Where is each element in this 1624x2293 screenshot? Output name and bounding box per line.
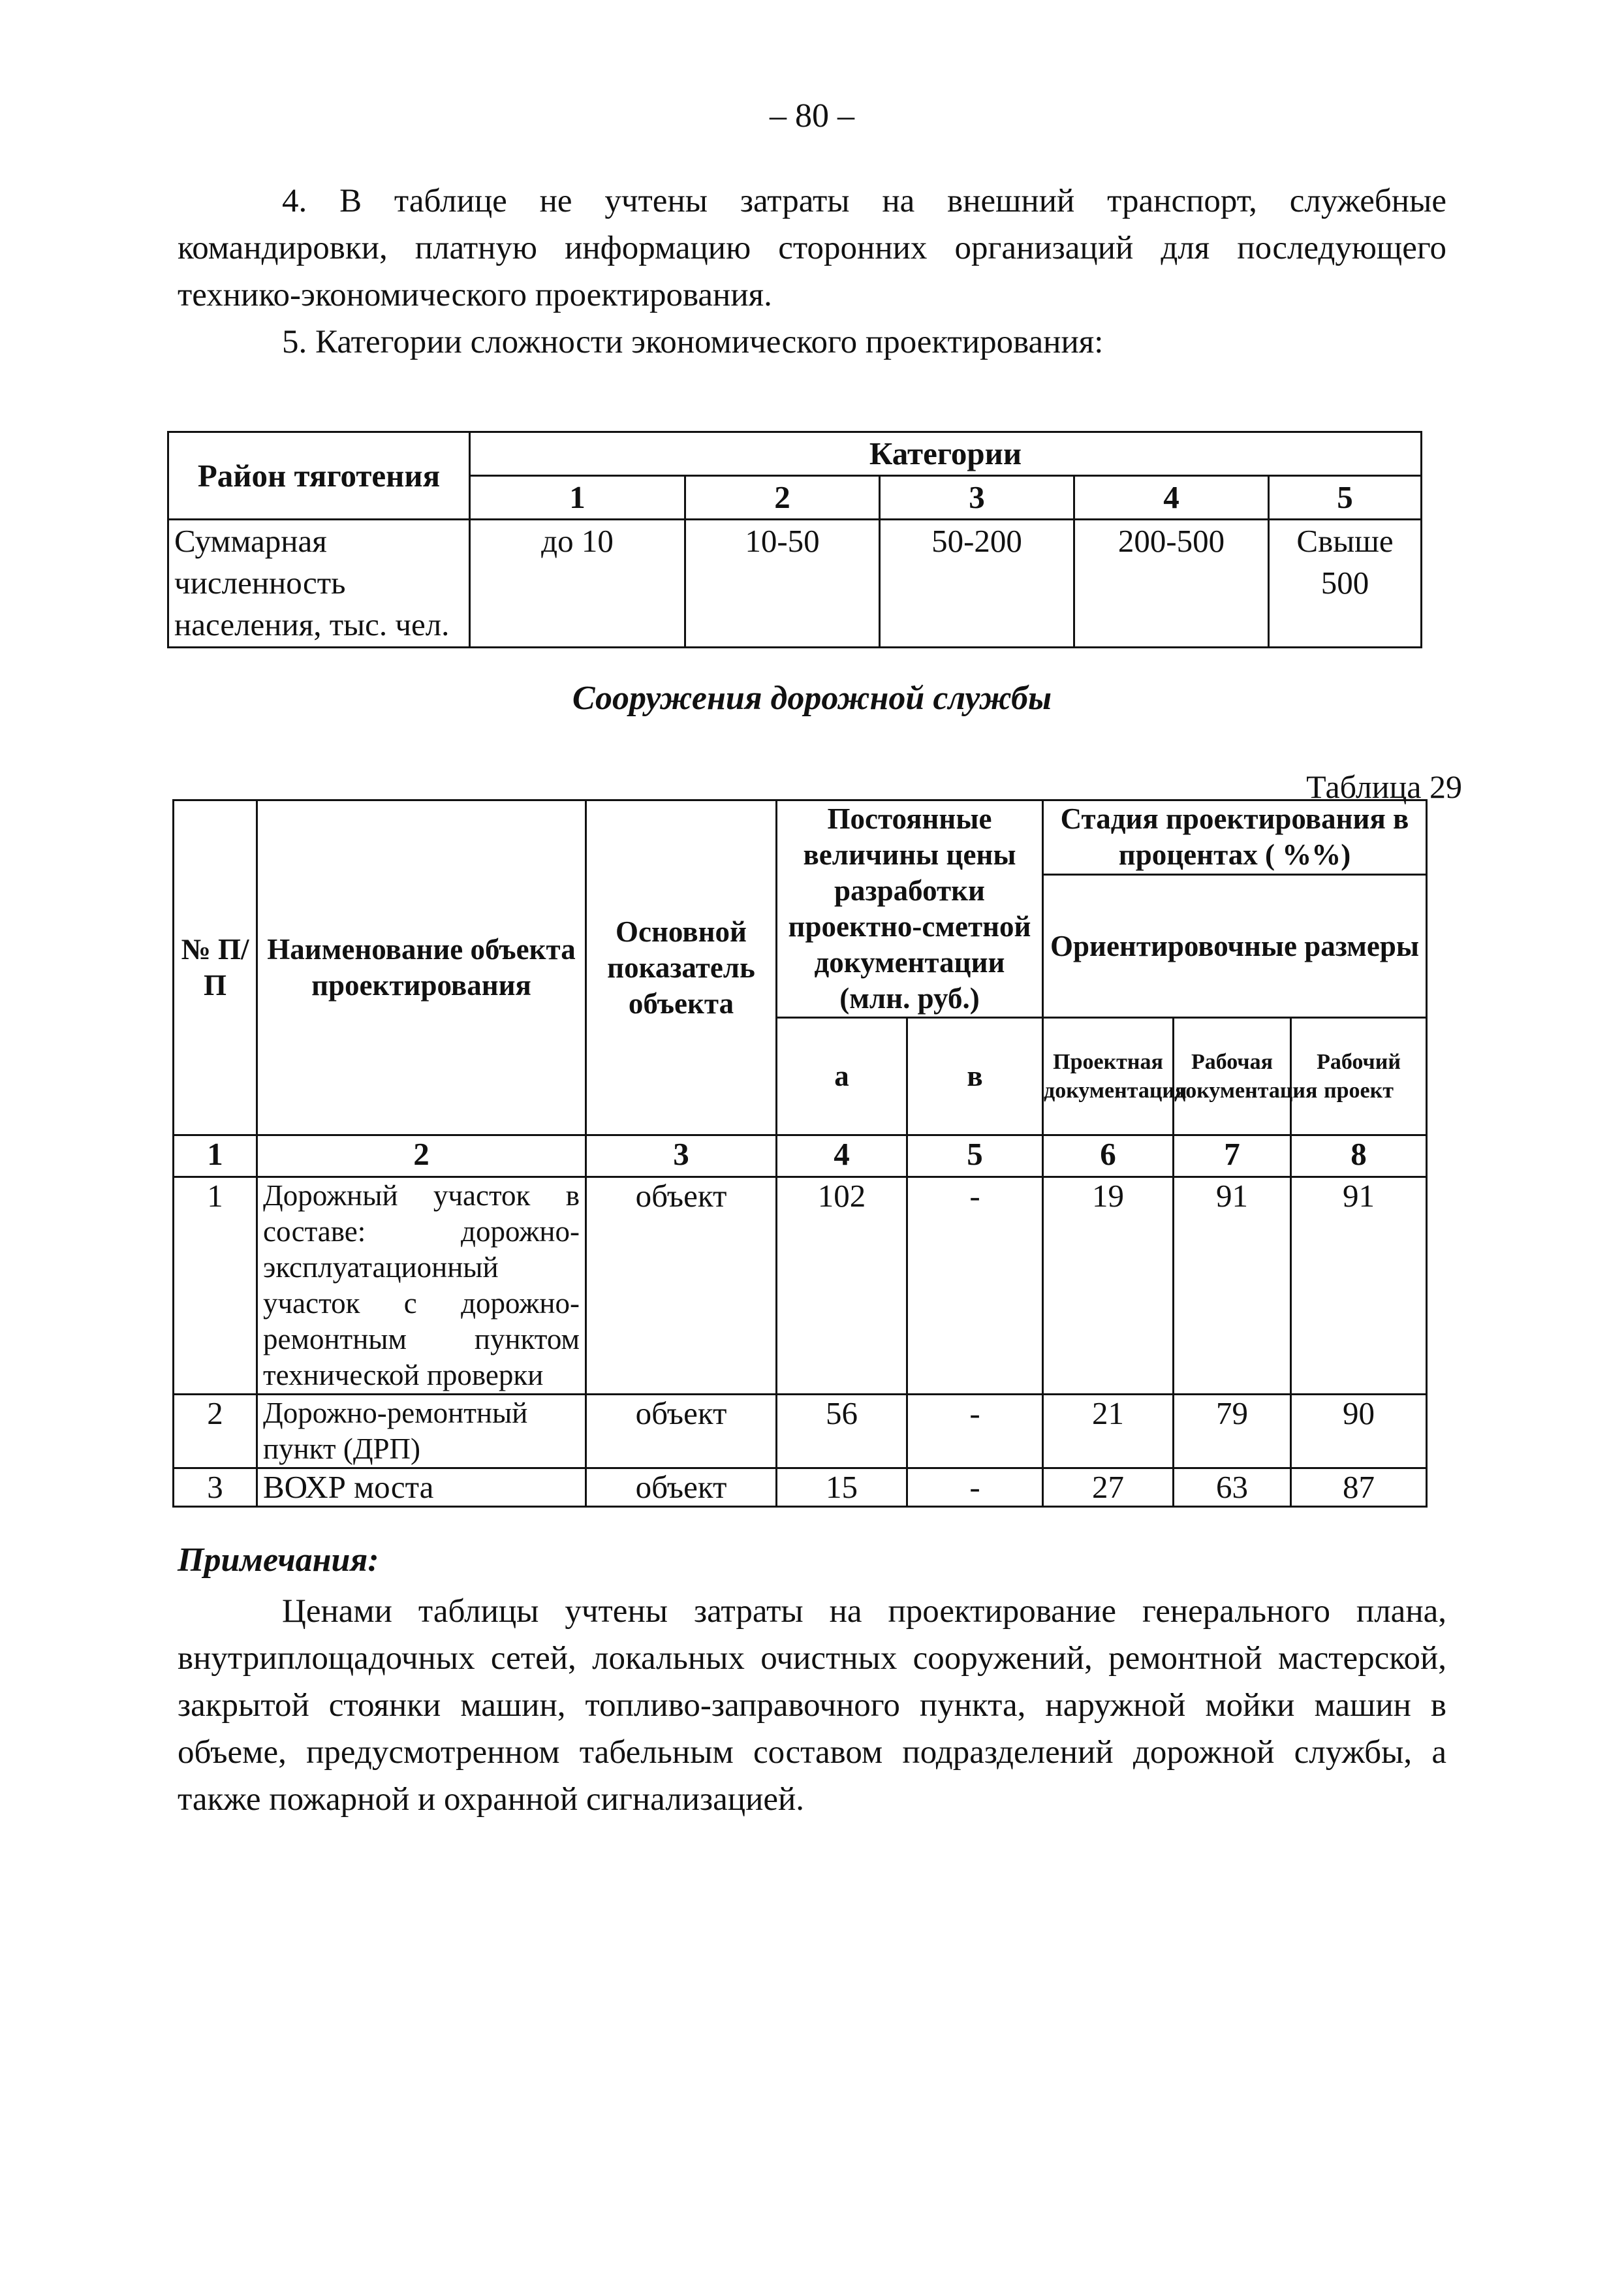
col-number-2: 2 (257, 1135, 586, 1177)
intro-item-4 (178, 178, 1446, 319)
row-2-work-doc: 79 (1174, 1395, 1291, 1468)
category-col-2: 2 (685, 476, 880, 520)
intro-item-5: 5. Категории сложности экономического проектирования: (282, 324, 1104, 360)
category-value-1: до 10 (470, 520, 685, 648)
category-col-1: 1 (470, 476, 685, 520)
row-2-name: Дорожно-ремонтный пункт (ДРП) (257, 1395, 586, 1468)
row-1-a: 102 (777, 1177, 907, 1395)
road-service-table (172, 799, 1428, 1508)
row-2-b: - (907, 1395, 1043, 1468)
header-constants: Постоянные величины цены разработки проектно-сметной документации (млн. руб.) (777, 800, 1043, 1018)
category-value-2: 10-50 (685, 520, 880, 648)
row-1-indicator: объект (586, 1177, 777, 1395)
row-2-work-proj: 90 (1291, 1395, 1427, 1468)
header-indicator: Основной показатель объекта (586, 800, 777, 1135)
category-col-5: 5 (1269, 476, 1422, 520)
row-3-indicator: объект (586, 1468, 777, 1507)
header-work-proj: Рабочий проект (1291, 1018, 1427, 1135)
header-col-a: а (777, 1018, 907, 1135)
page-number: – 80 – (770, 97, 854, 134)
header-proj-doc: Проектная документация (1043, 1018, 1174, 1135)
row-3-b: - (907, 1468, 1043, 1507)
table-caption: Таблица 29 (1306, 768, 1462, 805)
row-3-num: 3 (174, 1468, 257, 1507)
category-value-5: Свыше 500 (1269, 520, 1422, 648)
row-3-name: ВОХР моста (257, 1468, 586, 1507)
categories-table (167, 431, 1422, 648)
population-label: Суммарная численность населения, тыс. чел. (168, 520, 470, 648)
header-stage: Стадия проектирования в процентах ( %%) (1043, 800, 1427, 875)
row-2-num: 2 (174, 1395, 257, 1468)
category-col-4: 4 (1074, 476, 1269, 520)
col-number-6: 6 (1043, 1135, 1174, 1177)
category-col-3: 3 (880, 476, 1074, 520)
category-value-4: 200-500 (1074, 520, 1269, 648)
col-number-8: 8 (1291, 1135, 1427, 1177)
row-2-proj-doc: 21 (1043, 1395, 1174, 1468)
intro-item-4-text: 4. В таблице не учтены затраты на внешний транспорт, служебные командировки, платную информацию сторонних организаций для последующего технико-экономического проектирования. (178, 183, 1446, 313)
category-value-3: 50-200 (880, 520, 1074, 648)
notes-text-body: Ценами таблицы учтены затраты на проектирование генерального плана, внутриплощадочных сетей, локальных очистных сооружений, ремонтной мастерской, закрытой стоянки машин, топливо-заправочного пункта, наружной мойки машин в объеме, предусмотренном табельным составом подразделений дорожной службы, а также пожарной и охранной сигнализацией. (178, 1593, 1446, 1818)
row-3-work-doc: 63 (1174, 1468, 1291, 1507)
row-1-work-doc: 91 (1174, 1177, 1291, 1395)
row-1-proj-doc: 19 (1043, 1177, 1174, 1395)
notes-title: Примечания: (178, 1542, 379, 1579)
row-2-indicator: объект (586, 1395, 777, 1468)
section-heading: Сооружения дорожной службы (572, 680, 1052, 717)
header-work-doc: Рабочая документация (1174, 1018, 1291, 1135)
col-number-4: 4 (777, 1135, 907, 1177)
header-name: Наименование объекта проектирования (257, 800, 586, 1135)
row-3-work-proj: 87 (1291, 1468, 1427, 1507)
col-number-5: 5 (907, 1135, 1043, 1177)
table-row (174, 1468, 1427, 1507)
row-1-work-proj: 91 (1291, 1177, 1427, 1395)
table-row (174, 1395, 1427, 1468)
row-3-proj-doc: 27 (1043, 1468, 1174, 1507)
col-number-3: 3 (586, 1135, 777, 1177)
row-2-a: 56 (777, 1395, 907, 1468)
group-header: Категории (470, 432, 1422, 476)
header-col-b: в (907, 1018, 1043, 1135)
col-number-1: 1 (174, 1135, 257, 1177)
row-header: Район тяготения (168, 432, 470, 520)
notes-text (178, 1588, 1446, 1823)
table-row (174, 1177, 1427, 1395)
row-3-a: 15 (777, 1468, 907, 1507)
row-1-b: - (907, 1177, 1043, 1395)
header-num: № П/П (174, 800, 257, 1135)
header-approx: Ориентировочные размеры (1043, 875, 1427, 1018)
row-1-name: Дорожный участок в составе: дорожно-эксплуатационный участок с дорожно-ремонтным пунктом технической проверки (257, 1177, 586, 1395)
col-number-7: 7 (1174, 1135, 1291, 1177)
row-1-num: 1 (174, 1177, 257, 1395)
